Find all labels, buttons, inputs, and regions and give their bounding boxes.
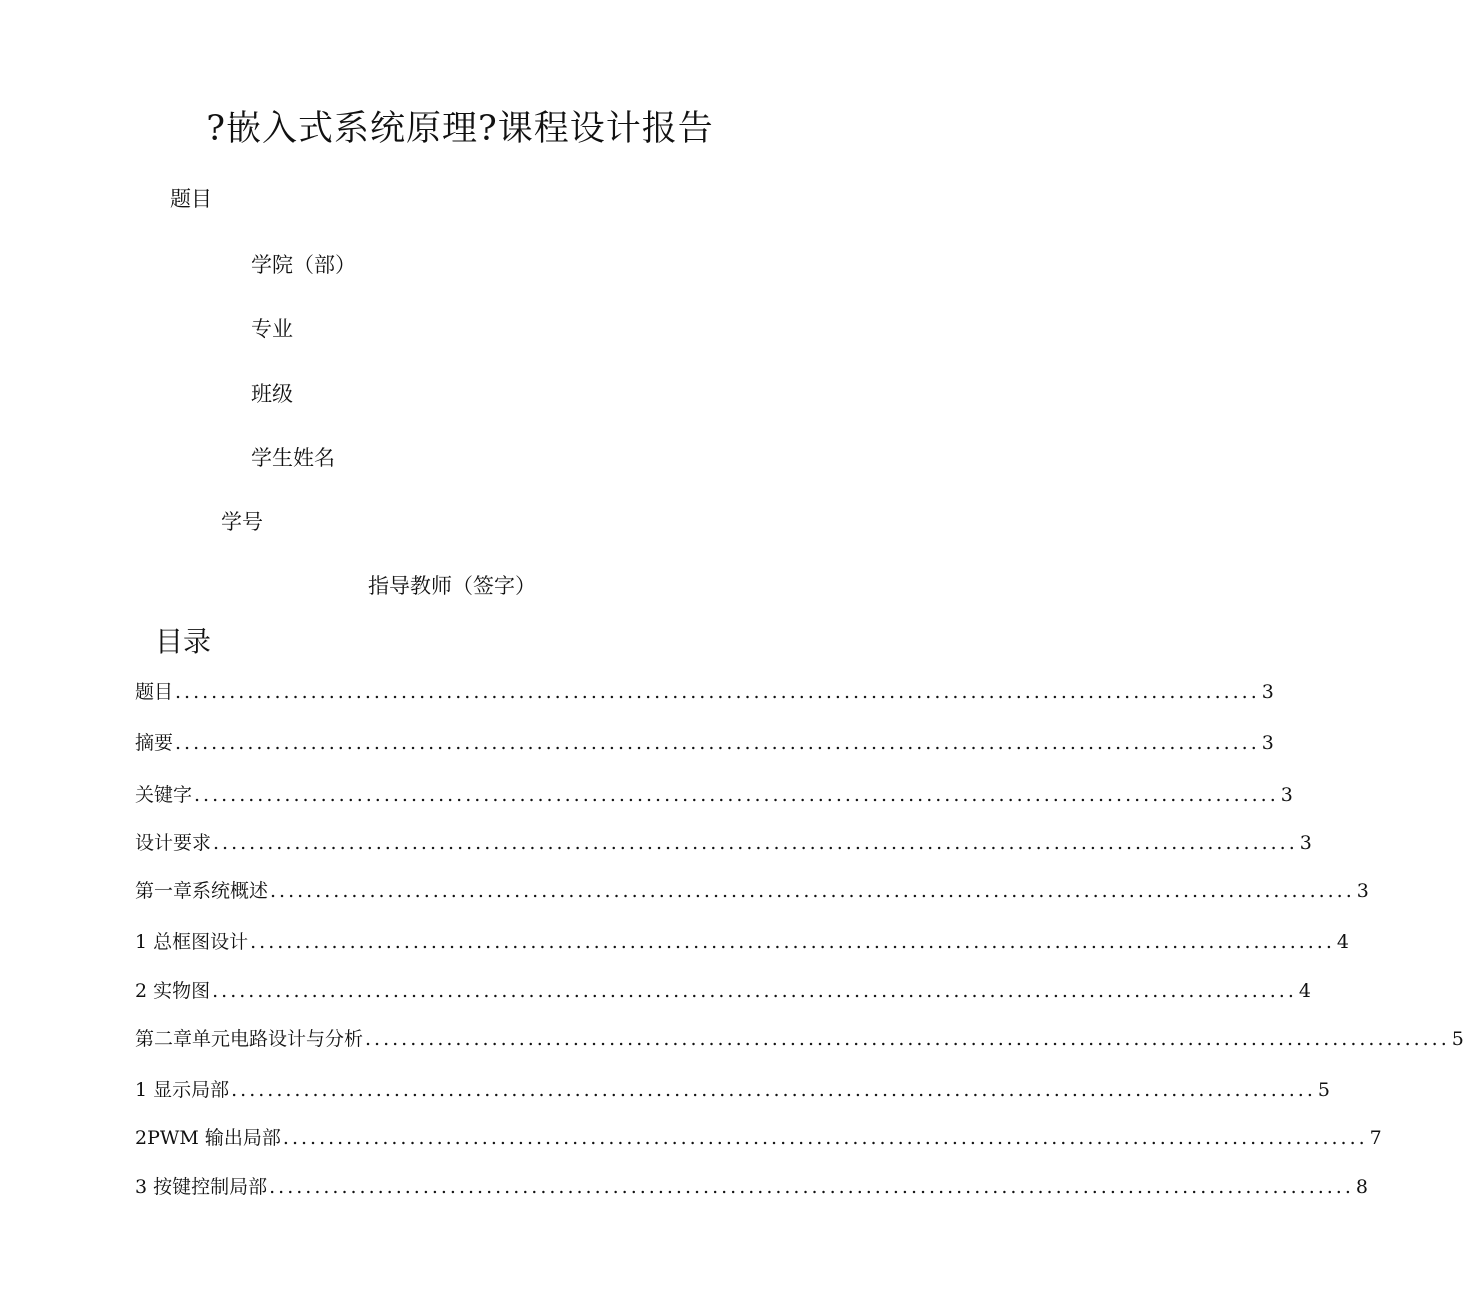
toc-dot-leader: ........................................................................................................................ (231, 1079, 1316, 1101)
toc-entry[interactable] (135, 677, 1274, 707)
toc-entry-label: 1 总框图设计 (135, 931, 249, 953)
toc-entry[interactable] (135, 780, 1293, 810)
toc-entry-label: 摘要 (135, 732, 174, 754)
college-field-label: 学院（部） (251, 253, 356, 277)
topic-field-label: 题目 (170, 187, 212, 211)
toc-entry-page: 3 (1299, 832, 1312, 854)
toc-entry[interactable] (135, 1123, 1382, 1153)
toc-entry[interactable] (135, 728, 1274, 758)
toc-entry-label: 第二章单元电路设计与分析 (135, 1028, 364, 1050)
toc-entry-label: 2 实物图 (135, 980, 211, 1002)
toc-entry-page: 7 (1369, 1127, 1382, 1149)
toc-dot-leader: ........................................................................................................................ (365, 1028, 1450, 1050)
toc-entry[interactable] (135, 1075, 1330, 1105)
toc-entry-label: 3 按键控制局部 (135, 1176, 268, 1198)
toc-entry-page: 3 (1261, 732, 1274, 754)
advisor-field-label: 指导教师（签字） (368, 574, 536, 598)
toc-entry[interactable] (135, 876, 1369, 906)
toc-entry-page: 4 (1298, 980, 1311, 1002)
toc-entry-page: 3 (1356, 880, 1369, 902)
toc-dot-leader: ........................................................................................................................ (175, 681, 1260, 703)
toc-entry-label: 2PWM 输出局部 (135, 1127, 281, 1149)
toc-dot-leader: ........................................................................................................................ (270, 880, 1355, 902)
toc-entry-label: 题目 (135, 681, 174, 703)
toc-entry-label: 关键字 (135, 784, 193, 806)
toc-entry[interactable] (135, 1172, 1368, 1202)
toc-entry-page: 3 (1261, 681, 1274, 703)
toc-entry-label: 设计要求 (135, 832, 212, 854)
toc-dot-leader: ........................................................................................................................ (269, 1176, 1354, 1198)
toc-dot-leader: ........................................................................................................................ (282, 1127, 1368, 1149)
report-title: ?嵌入式系统原理?课程设计报告 (206, 109, 714, 149)
toc-entry-page: 5 (1317, 1079, 1330, 1101)
class-field-label: 班级 (251, 382, 293, 406)
toc-entry[interactable] (135, 828, 1312, 858)
toc-entry[interactable] (135, 976, 1311, 1006)
student-id-field-label: 学号 (221, 510, 263, 534)
toc-entry-page: 5 (1451, 1028, 1464, 1050)
student-name-field-label: 学生姓名 (251, 446, 335, 470)
toc-dot-leader: ........................................................................................................................ (250, 931, 1335, 953)
toc-entry-page: 4 (1336, 931, 1349, 953)
major-field-label: 专业 (251, 317, 293, 341)
toc-dot-leader: ........................................................................................................................ (213, 832, 1298, 854)
toc-dot-leader: ........................................................................................................................ (194, 784, 1279, 806)
toc-heading: 目录 (155, 625, 212, 658)
toc-entry[interactable] (135, 1024, 1464, 1054)
toc-dot-leader: ........................................................................................................................ (175, 732, 1260, 754)
toc-entry-page: 3 (1280, 784, 1293, 806)
toc-entry-label: 第一章系统概述 (135, 880, 269, 902)
toc-dot-leader: ........................................................................................................................ (212, 980, 1297, 1002)
toc-entry-page: 8 (1355, 1176, 1368, 1198)
toc-entry[interactable] (135, 927, 1349, 957)
toc-entry-label: 1 显示局部 (135, 1079, 230, 1101)
